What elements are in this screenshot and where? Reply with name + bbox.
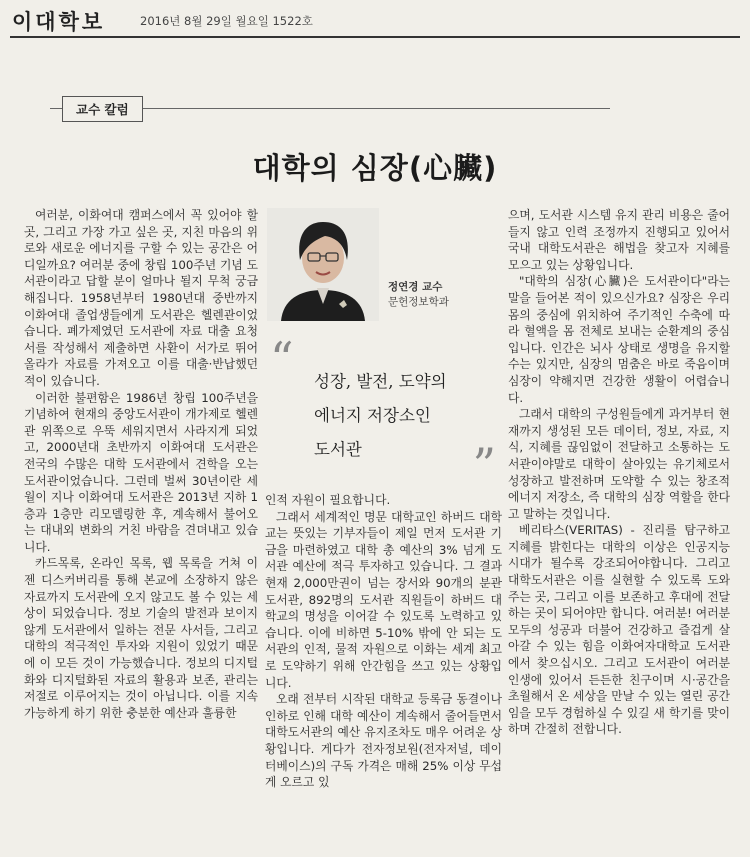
article-column-3	[508, 207, 730, 738]
paragraph: 베리타스(VERITAS) - 진리를 탐구하고 지혜를 밝힌다는 대학의 이상은 인공지능 시대가 될수록 강조되어야합니다. 그리고 대학도서관은 이를 실현할 수 있도록 도와주는 곳, 그리고 이를 보존하고 후대에 전달하는 곳이 되어야만 합니다. 여러분! 여러분 모두의 성공과 더불어 건강하고 즐겁게 살아갈 수 있는 힘을 이화여자대학교 도서관에서 찾으십시오. 그리고 도서관이 여러분 인생에 있어서 든든한 친구이며 시·공간을 초월해서 온 세상을 만날 수 있는 열린 공간임을 모두 경험하실 수 있길 새 학기를 맞이하며 간절히 전합니다.	[508, 523, 730, 737]
paragraph: 카드목록, 온라인 목록, 웹 목록을 거쳐 이젠 디스커버리를 통해 본교에 소장하지 않은 자료까지 도서관에 오지 않고도 볼 수 있는 세상이 되었습니다. 정보 기술의 발전과 보이지 않게 도서관에서 일하는 전문 사서들, 그리고 대학의 적극적인 투자와 지원이 있었기 때문에 이 모든 것이 가능했습니다. 정보의 디지털화와 디지털화된 자료의 활용과 보존, 관리는 저절로 이루어지는 것이 아닙니다. 이를 지속 가능하게 하기 위한 충분한 예산과 훌륭한	[24, 556, 258, 720]
paragraph: 인적 자원이 필요합니다.	[265, 493, 391, 507]
paragraph: 그래서 대학의 구성원들에게 과거부터 현재까지 생성된 모든 데이터, 정보, 자료, 지식, 지혜를 끊임없이 전달하고 소통하는 도서관이야말로 대학이 살아있는 유기체로서 성장하고 발전하며 도약할 수 있는 창조적 에너지 저장소, 즉 대학의 심장 역할을 한다고 말하는 것입니다.	[508, 407, 730, 521]
paragraph: 이러한 불편함은 1986년 창립 100주년을 기념하여 현재의 중앙도서관이 개가제로 헬렌관 위쪽으로 우뚝 세워지면서 사라지게 되었고, 2000년대 초반까지 이화여대 도서관은 전국의 수많은 대학 도서관에서 견학을 오는 도서관이었습니다. 그런데 벌써 30년이란 세월이 지나 이화여대 도서관은 2013년 지하 1층과 1층만 리모델링한 후, 계속해서 불어오는 대내외 변화의 거친 바람을 견뎌내고 있습니다.	[24, 390, 258, 554]
author-department: 문헌정보학과	[388, 296, 449, 308]
open-quote-icon: “	[270, 332, 294, 386]
pull-quote-line: 에너지 저장소인	[314, 406, 431, 425]
masthead	[10, 6, 740, 38]
close-quote-icon: ”	[472, 438, 496, 492]
pull-quote-line: 성장, 발전, 도약의	[314, 372, 447, 391]
author-photo-illustration	[267, 208, 379, 321]
paragraph: 여러분, 이화여대 캠퍼스에서 꼭 있어야 할 곳, 그리고 가장 가고 싶은 곳, 지친 마음의 위로와 새로운 에너지를 구할 수 있는 공간은 어디일까요? 여러분 중에 창립 100주년 기념 도서관이라고 답할 분이 얼마나 될지 무척 궁금해집니다. 1958년부터 1980년대 중반까지 이화여대 졸업생들에게 도서관은 헬렌관이었습니다. 폐가제였던 도서관에 자료 대출 요청서를 작성해서 제출하면 사환이 서가로 뛰어올라가 자료를 가져오고 이를 대출·반납했던 적이 있습니다.	[24, 208, 258, 388]
byline	[388, 280, 449, 310]
author-name: 정연경 교수	[388, 281, 443, 293]
paper-name: 이대학보	[12, 10, 106, 34]
article-column-2	[265, 492, 502, 791]
paragraph: 으며, 도서관 시스템 유지 관리 비용은 줄어들지 않고 인력 조정까지 진행되고 있어서 국내 대학도서관은 해법을 찾고자 지혜를 모으고 있는 상황입니다.	[508, 208, 730, 272]
paragraph: 그래서 세계적인 명문 대학교인 하버드 대학교는 뜻있는 기부자들이 제일 먼저 도서관 기금을 마련하였고 대학 총 예산의 3% 넘게 도서관 예산에 적극 투자하고 있습니다. 그 결과 현재 2,000만권이 넘는 장서와 90개의 분관 도서관, 892명의 도서관 직원들이 하버드 대학교의 명성을 이어갈 수 있도록 노력하고 있습니다. 이에 비하면 5-10% 밖에 안 되는 도서관의 인적, 물적 자원으로 이화는 세계 최고로 도약하기 위해 안간힘을 쓰고 있는 상황입니다.	[265, 509, 502, 690]
section-label: 교수 칼럼	[62, 96, 143, 122]
paragraph: 오래 전부터 시작된 대학교 등록금 동결이나 인하로 인해 대학 예산이 계속해서 줄어들면서 대학도서관의 예산 유지조차도 매우 어려운 상황입니다. 게다가 전자정보원(전자저널, 데이터베이스)의 구독 가격은 매해 25% 이상 무섭게 오르고 있	[265, 692, 502, 790]
paragraph: "대학의 심장(心臟)은 도서관이다"라는 말을 들어본 적이 있으신가요? 심장은 우리 몸의 중심에 위치하여 주기적인 수축에 따라 혈액을 몸 전체로 보내는 순환계의 중심입니다. 인간은 뇌사 상태로 생명을 유지할 수는 있지만, 심장의 멈춤은 바로 죽음이며 심장이 약해지면 건강한 생활이 어렵습니다.	[508, 274, 730, 405]
issue-date-line: 2016년 8월 29일 월요일 1522호	[140, 14, 313, 28]
article-column-1	[24, 207, 258, 721]
article-headline: 대학의 심장(心臟)	[252, 151, 498, 185]
author-portrait	[267, 208, 379, 321]
section-header	[50, 96, 610, 122]
pull-quote	[270, 332, 502, 492]
pull-quote-line: 도서관	[314, 440, 362, 459]
